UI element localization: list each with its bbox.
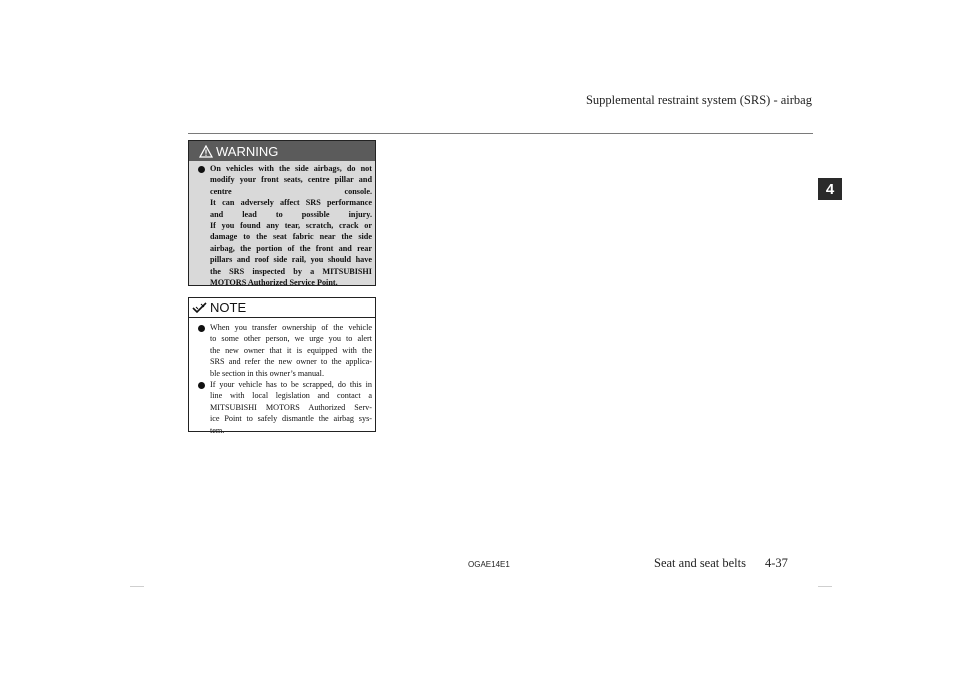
crop-mark (130, 586, 144, 587)
note-item-text (210, 379, 372, 436)
warning-triangle-icon (199, 145, 213, 158)
warning-text-line: centre console. (210, 186, 372, 196)
note-text-line: line with local legislation and contact a (210, 391, 372, 401)
header-divider (188, 133, 813, 134)
note-header (189, 298, 375, 318)
footer-code: OGAE14E1 (468, 560, 510, 569)
note-text-line: SRS and refer the new owner to the applica- (210, 357, 372, 367)
note-item (198, 379, 372, 436)
warning-body (189, 161, 375, 288)
page-number: 4-37 (765, 556, 788, 570)
note-box (188, 297, 376, 435)
warning-text-line: modify your front seats, centre pillar and (210, 175, 372, 185)
warning-text-line: If you found any tear, scratch, crack or (210, 220, 372, 230)
warning-text-line: pillars and roof side rail, you should have (210, 255, 372, 265)
warning-text-line: MOTORS Authorized Service Point. (210, 277, 338, 287)
note-text-line: When you transfer ownership of the vehicle (210, 323, 372, 332)
chapter-tab: 4 (818, 178, 842, 200)
warning-box (188, 140, 376, 286)
note-item-text (210, 322, 372, 379)
warning-text-line: It can adversely affect SRS performance (210, 198, 372, 208)
note-text-line: to some other person, we urge you to alert (210, 334, 372, 344)
note-text-line: MITSUBISHI MOTORS Authorized Serv- (210, 402, 372, 412)
warning-label: WARNING (216, 143, 279, 159)
bullet-icon (198, 166, 205, 173)
bullet-icon (198, 382, 205, 389)
crop-mark (818, 586, 832, 587)
note-text-line: the new owner that it is equipped with the (210, 345, 372, 355)
warning-text-line: the SRS inspected by a MITSUBISHI (210, 266, 372, 276)
warning-text-line: damage to the seat fabric near the side (210, 232, 372, 242)
note-text-line: tem. (210, 425, 225, 435)
warning-item (198, 163, 372, 288)
note-text-line: ble section in this owner’s manual. (210, 368, 324, 378)
warning-text-line: On vehicles with the side airbags, do not (210, 164, 372, 173)
header-title: Supplemental restraint system (SRS) - airbag (585, 93, 812, 107)
pencil-check-icon (192, 301, 208, 314)
note-body (189, 318, 375, 436)
bullet-icon (198, 325, 205, 332)
note-text-line: If your vehicle has to be scrapped, do this in (210, 379, 372, 389)
footer-section: Seat and seat belts (654, 556, 746, 570)
note-label: NOTE (210, 300, 247, 315)
warning-header (189, 141, 375, 161)
note-text-line: ice Point to safely dismantle the airbag sys- (210, 414, 372, 424)
note-item (198, 322, 372, 379)
warning-text-line: and lead to possible injury. (210, 209, 372, 219)
warning-text-line: airbag, the portion of the front and rear (210, 243, 372, 253)
warning-item-text (210, 163, 372, 288)
